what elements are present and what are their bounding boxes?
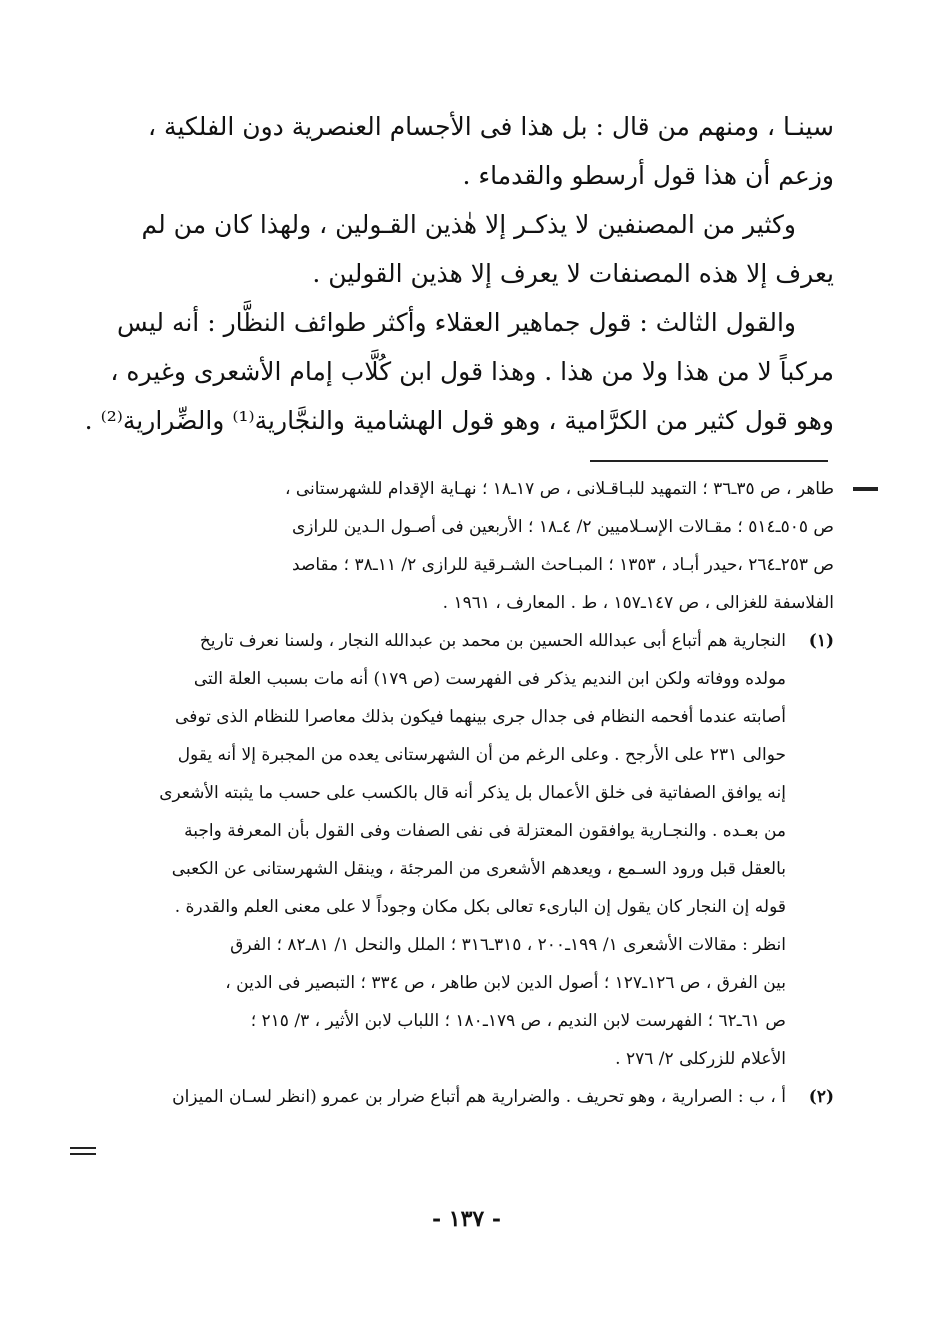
footnote-line: إنه يوافق الصفاتية فى خلق الأعمال بل يذكر أنه قال بالكسب على حسب ما يثبته الأشعرى	[159, 783, 786, 803]
footnote-number: (١)	[808, 631, 834, 651]
footnote-line: من بعـده . والنجـارية يوافقون المعتزلة فى نفى الصفات وفى القول بأن المعرفة واجبة	[184, 821, 786, 841]
footnote-text: النجارية هم أتباع أبى عبدالله الحسين بن محمد بن عبدالله النجار ، ولسنا نعرف تاريخ	[199, 631, 786, 651]
main-text-block	[84, 102, 834, 445]
footnote-1-first-line	[132, 622, 834, 660]
footnote-line: انظر : مقالات الأشعرى ١/ ١٩٩ـ٢٠٠ ، ٣١٥ـ٣١٦ ؛ الملل والنحل ١/ ٨١ـ٨٢ ؛ الفرق	[230, 935, 786, 955]
footnote-line: بين الفرق ، ص ١٢٦ـ١٢٧ ؛ أصول الدين لابن طاهر ، ص ٣٣٤ ؛ التبصير فى الدين ،	[225, 973, 786, 993]
footnote-line: قوله إن النجار كان يقول إن البارىء تعالى بكل مكان وجوداً لا على معنى العلم والقدرة .	[174, 897, 786, 917]
footnote-line: مولده ووفاته ولكن ابن النديم يذكر فى الفهرست (ص ١٧٩) أنه مات بسبب العلة التى	[193, 669, 786, 689]
footnote-line: أصابته عندما أفحمه النظام فى جدال جرى بينهما فيكون بذلك معاصرا للنظام الذى توفى	[175, 707, 786, 727]
footnotes-block	[132, 470, 834, 1116]
main-text-line: سينـا ، ومنهم من قال : بل هذا فى الأجسام العنصرية دون الفلكية ،	[148, 112, 834, 141]
main-text-line: وكثير من المصنفين لا يذكـر إلا هٰذين القـولين ، ولهذا كان من لم	[141, 210, 796, 239]
footnote-continuation-line: طاهر ، ص ٣٥ـ٣٦ ؛ التمهيد للبـاقـلانى ، ص ١٧ـ١٨ ؛ نهـاية الإقدام للشهرستانى ،	[284, 479, 834, 499]
footnote-continuation-line: الفلاسفة للغزالى ، ص ١٤٧ـ١٥٧ ، ط . المعارف ، ١٩٦١ .	[442, 593, 834, 613]
main-text-line: والقول الثالث : قول جماهير العقلاء وأكثر طوائف النظَّار : أنه ليس	[116, 308, 796, 337]
footnote-continuation-line: ص ٥٠٥ـ٥١٤ ؛ مقـالات الإسـلاميين ٢/ ٤ـ١٨ ؛ الأربعين فى أصـول الـدين للرازى	[291, 517, 834, 537]
page-number: - ١٣٧ -	[431, 1206, 502, 1232]
footnote-line: حوالى ٢٣١ على الأرجح . وعلى الرغم من أن الشهرستانى يعده من المجبرة إلا أنه يقول	[177, 745, 786, 765]
footnote-line: ص ٦١ـ٦٢ ؛ الفهرست لابن النديم ، ص ١٧٩ـ١٨٠ ؛ اللباب لابن الأثير ، ٣/ ٢١٥ ؛	[250, 1011, 786, 1031]
footnote-separator	[590, 460, 828, 462]
main-text-line: مركباً لا من هذا ولا من هذا . وهذا قول ابن كُلَّاب إمام الأشعرى وغيره ،	[110, 357, 834, 386]
footnote-number: (٢)	[808, 1087, 834, 1107]
margin-mark	[853, 487, 878, 491]
footnote-line: بالعقل قبل ورود السـمع ، ويعدهم الأشعرى من المرجئة ، وينقل الشهرستانى عن الكعبى	[171, 859, 786, 879]
footnote-continuation-line: ص ٢٥٣ـ٢٦٤ ،حيدر أبـاد ، ١٣٥٣ ؛ المبـاحث الشـرقية للرازى ٢/ ١١ـ٣٨ ؛ مقاصد	[292, 555, 834, 575]
margin-mark	[70, 1147, 96, 1149]
footnote-text: أ ، ب : الصرارية ، وهو تحريف . والضرارية هم أتباع ضرار بن عمرو (انظر لسـان الميزان	[172, 1087, 786, 1107]
main-text-line: وزعم أن هذا قول أرسطو والقدماء .	[462, 161, 834, 190]
footnote-2-first-line	[132, 1078, 834, 1116]
footnote-line: الأعلام للزركلى ٢/ ٢٧٦ .	[615, 1049, 786, 1069]
main-text-line: وهو قول كثير من الكرَّامية ، وهو قول الهشامية والنجَّارية⁽¹⁾ والضِّرارية⁽²⁾ .	[84, 406, 834, 435]
margin-mark	[70, 1153, 96, 1155]
main-text-line: يعرف إلا هذه المصنفات لا يعرف إلا هذين القولين .	[312, 259, 834, 288]
